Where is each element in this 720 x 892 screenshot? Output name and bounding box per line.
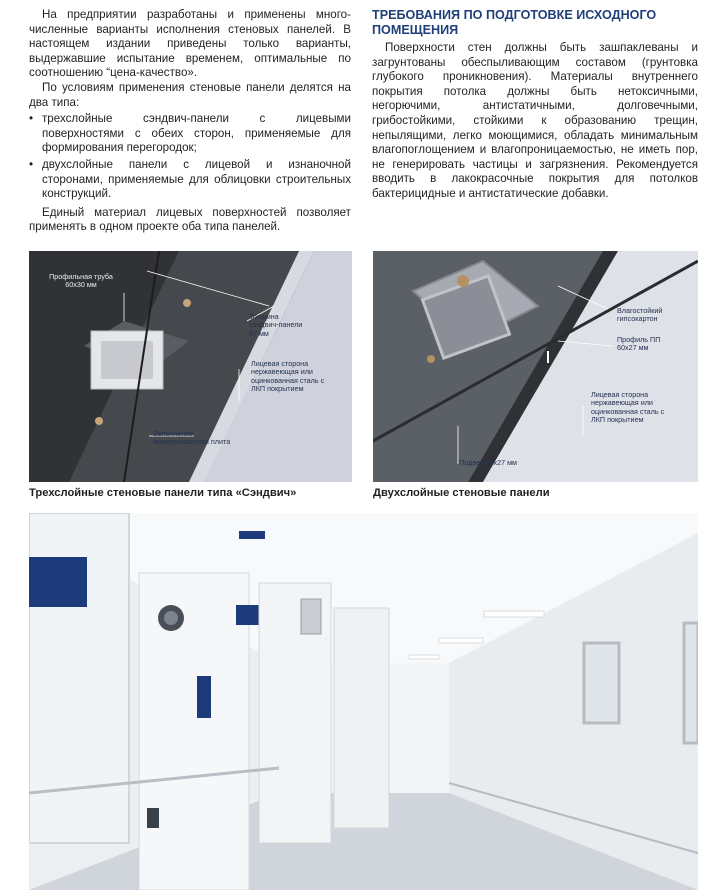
section-heading: ТРЕБОВАНИЯ ПО ПОДГОТОВКЕ ИСХОДНОГО ПОМЕЩЕНИЯ xyxy=(372,8,657,37)
face-side-label: Лицевая сторона нержавеющая или оцинкованная сталь с ЛКП покрытием xyxy=(251,359,325,394)
face-side-label-2: Лицевая сторона нержавеющая или оцинкованная сталь с ЛКП покрытием xyxy=(591,390,665,425)
list-item: • трехслойные сэндвич-панели с лицевыми поверхностями с обеих сторон, применяемые для формирования перегородок; xyxy=(29,112,351,156)
left-column xyxy=(29,8,351,235)
hanger-label: Подвес 60х27 мм xyxy=(459,458,517,467)
right-column xyxy=(372,8,698,202)
profile-pp-label: Профиль ПП 60х27 мм xyxy=(617,335,661,353)
two-layer-panel-drawing xyxy=(373,251,698,482)
panel-types-list xyxy=(29,112,351,202)
drywall-label: Влагостойкий гипсокартон xyxy=(617,306,663,324)
profile-pipe-label: Профильная труба 60х30 мм xyxy=(49,272,113,290)
figure1-caption: Трехслойные стеновые панели типа «Сэндвич» xyxy=(29,487,297,499)
figure2-caption: Двухслойные стеновые панели xyxy=(373,487,550,499)
types-paragraph: По условиям применения стеновые панели делятся на два типа: xyxy=(29,80,351,109)
thickness-label: Толщина сэндвич-панели 67 мм xyxy=(249,312,303,338)
two-layer-panel-illustration xyxy=(373,251,698,482)
requirements-paragraph: Поверхности стен должны быть зашпаклеваны и загрунтованы обеспыливающим составом (грунтовка глубокого проникновения). Материалы внутреннего покрытия потолка должны быть нетоксичными, негорючими, антистатичными, долговечными, грибостойкими, стойкими к образованию трещин, непылящими, легко моющимися, обладать минимальным влагопоглощением и влагопроницаемостью, не иметь пор, не генерировать частицы и загрязнения. Рекомендуется вводить в лакокрасочные покрытия для потолков бактерицидные и антистатические добавки. xyxy=(372,41,698,200)
list-item: • двухслойные панели с лицевой и изнаночной сторонами, применяемые для облицовки строительных конструкций. xyxy=(29,158,351,202)
material-paragraph: Единый материал лицевых поверхностей позволяет применять в одном проекте оба типа панелей. xyxy=(29,205,351,234)
corridor-photo xyxy=(29,513,698,890)
intro-paragraph: На предприятии разработаны и применены многочисленные варианты исполнения стеновых панелей. В настоящем издании приведены только варианты, выдержавшие испытание временем, оптимальные по соотношению “цена-качество». xyxy=(29,8,351,80)
corridor-drawing xyxy=(29,513,698,890)
sandwich-panel-illustration xyxy=(29,251,352,482)
filling-label: Заполнение минераловатная плита xyxy=(153,429,231,447)
